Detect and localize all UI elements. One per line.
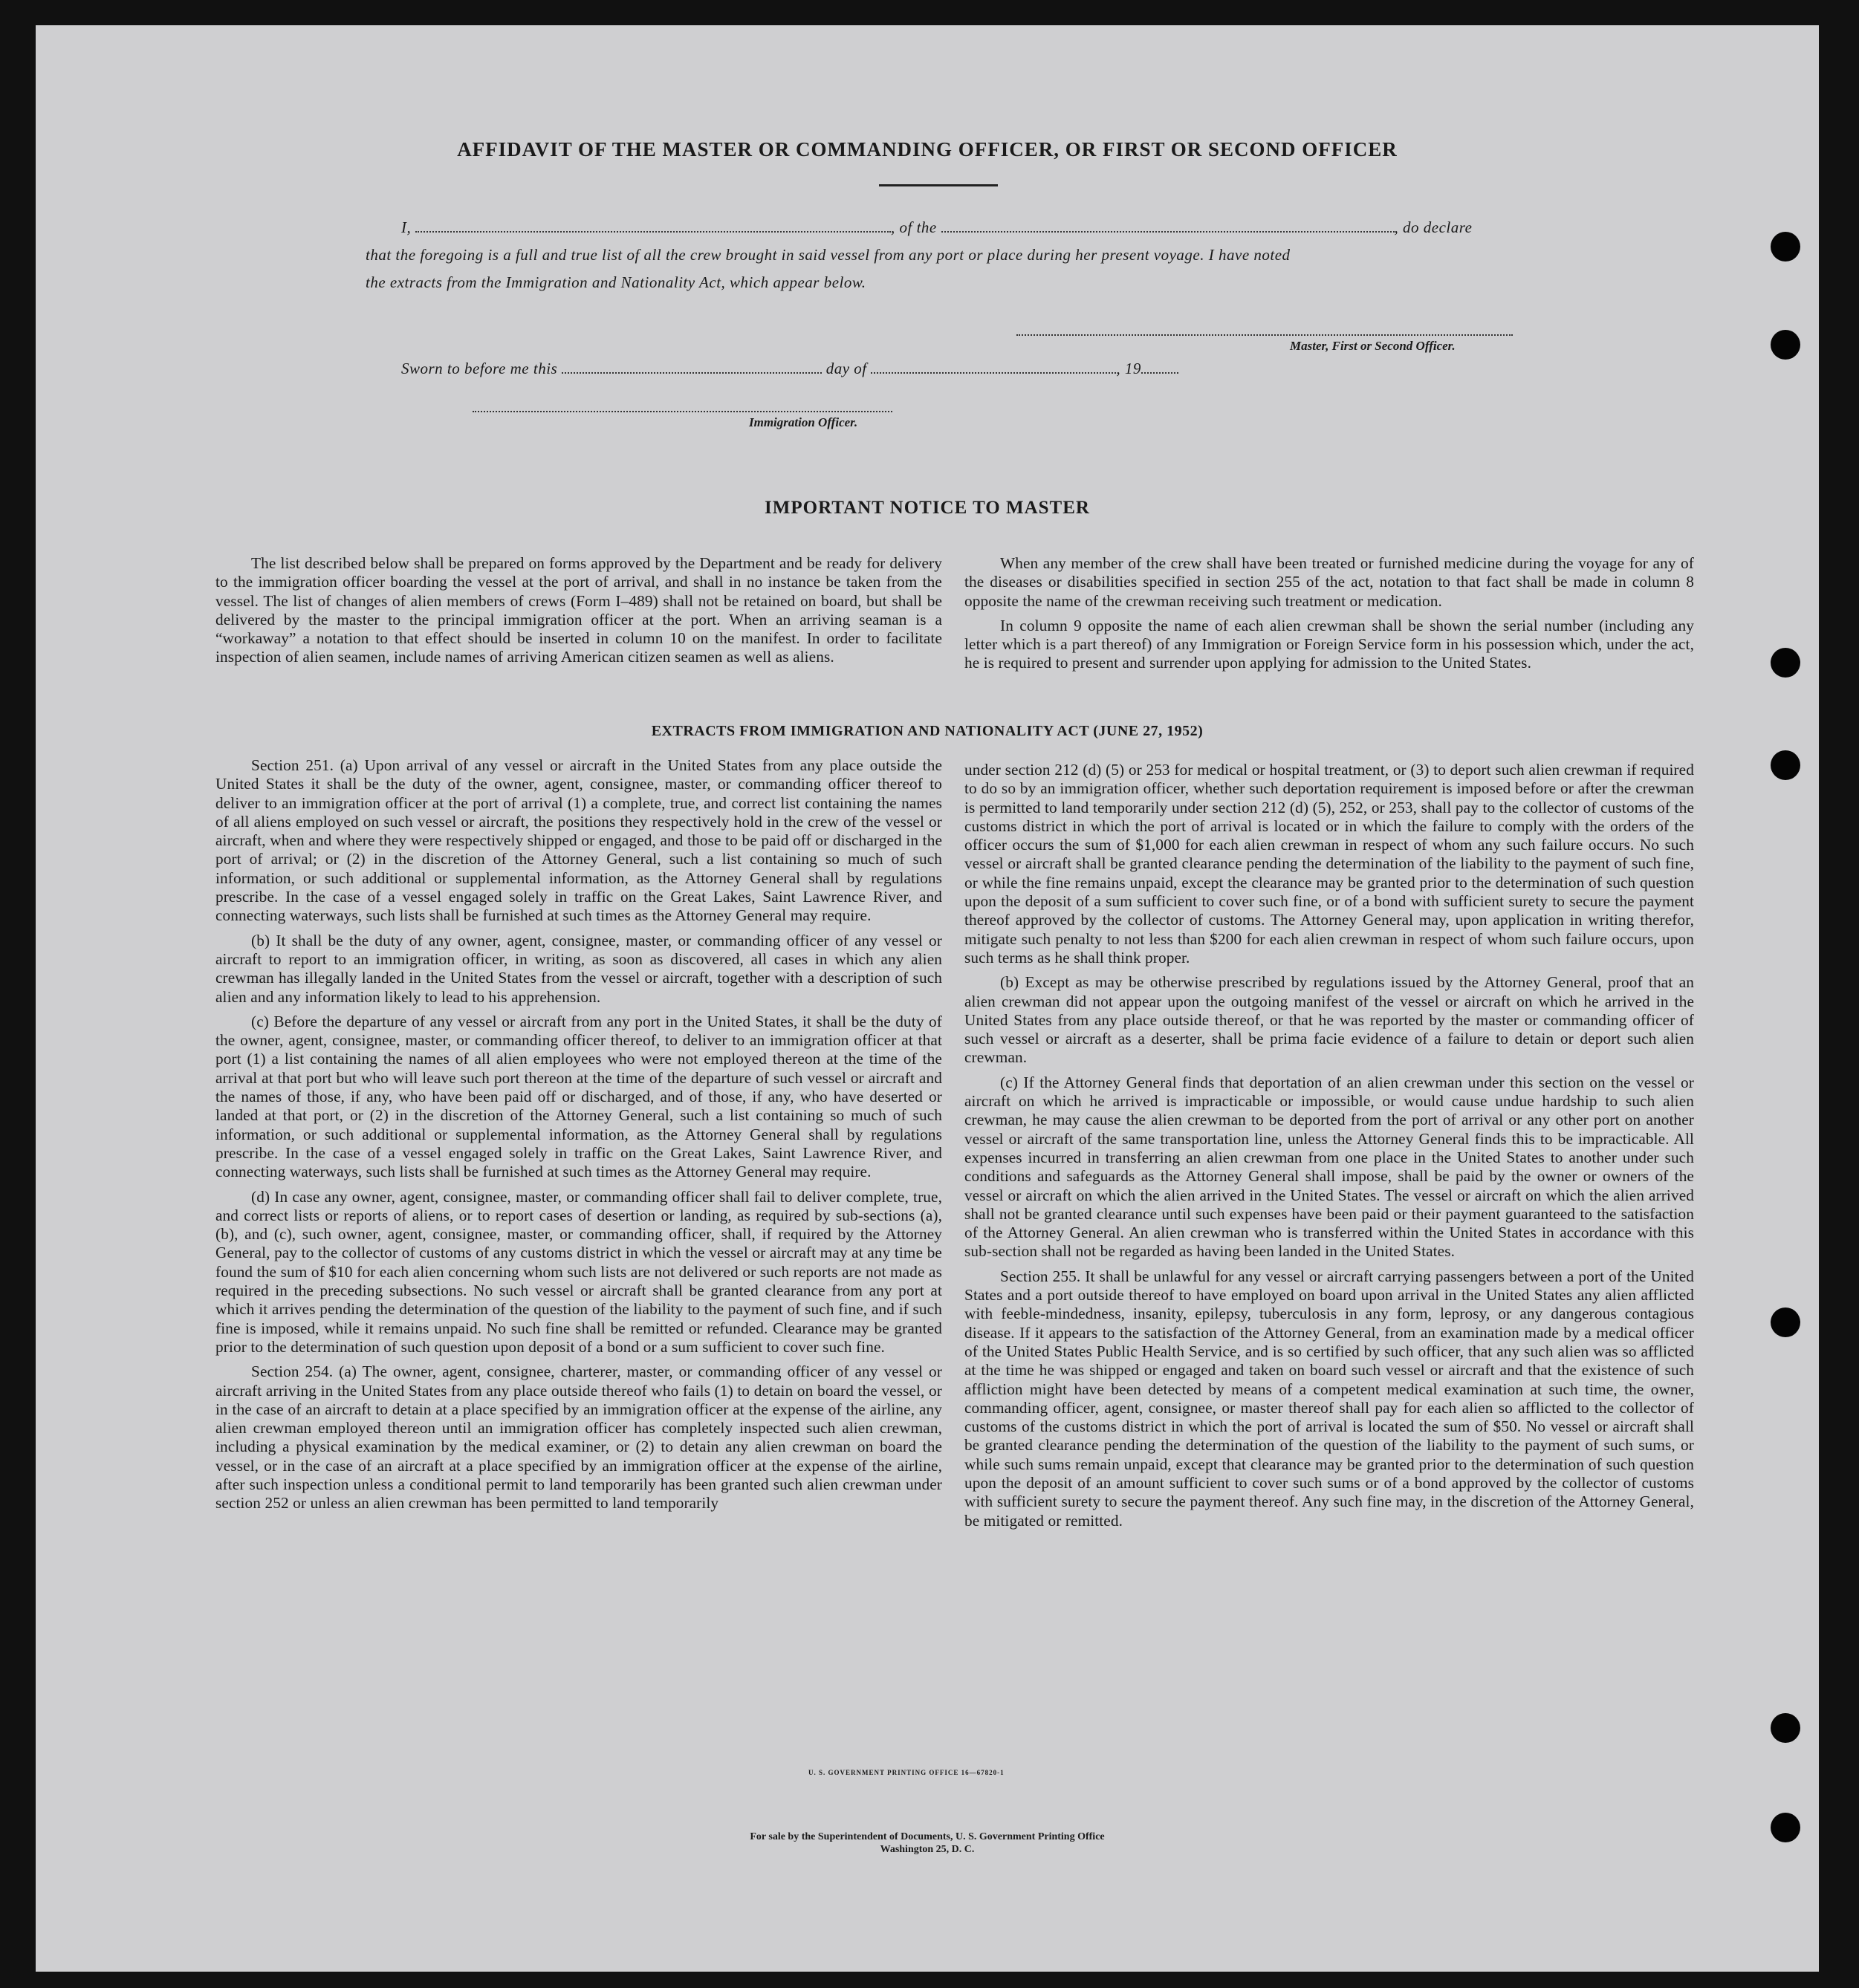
notice-right-column <box>964 554 1694 679</box>
sworn-line <box>401 360 1178 378</box>
punch-hole <box>1771 648 1800 678</box>
sworn-label: Sworn to before me this <box>401 360 558 377</box>
notice-right-text-1: When any member of the crew shall have been treated or furnished medicine during the voyage for any of the diseases or disabilities specified in section 255 of the act, notation to that fact shall be made in column 8 opposite the name of the crewman receiving such treatment or medication. <box>964 554 1694 610</box>
punch-hole <box>1771 232 1800 262</box>
section-254-c: (c) If the Attorney General finds that deportation of an alien crewman under this section on the vessel or aircraft on which he arrived is impracticable or impossible, or would cause undue hardship to such alien crewman, he may cause the alien crewman to be deported from the port of arrival or any other port on another vessel or aircraft of the same transportation line, unless the Attorney General finds this to be impracticable. All expenses incurred in transferring an alien crewman from one place in the United States to another under such conditions and safeguards as the Attorney General shall impose, shall be paid by the owner or owners of the vessel or aircraft on which the alien arrived in the United States. The vessel or aircraft on which the alien arrived shall not be granted clearance until such expenses have been paid or their payment guaranteed to the satisfaction of the Attorney General. An alien crewman who is transferred within the United States in accordance with this sub-section shall not be regarded as having been landed in the United States. <box>964 1073 1694 1261</box>
declaration-line-3: the extracts from the Immigration and Nationality Act, which appear below. <box>366 273 866 291</box>
notice-left-column <box>215 554 942 673</box>
i-label: I, <box>401 218 412 236</box>
section-255: Section 255. It shall be unlawful for any vessel or aircraft carrying passengers between a port of the United States and a port outside thereof to have employed on board upon arrival in the United States any alien afflicted with feeble-mindedness, insanity, epilepsy, tuberculosis in any form, leprosy, or any dangerous contagious disease. If it appears to the satisfaction of the Attorney General, from an examination made by a medical officer of the United States Public Health Service, and is so certified by such officer, that any such alien was so afflicted at the time he was shipped or engaged and taken on board such vessel or aircraft and that the existence of such affliction might have been detected by means of a competent medical examination at such time, the owner, commanding officer, agent, consignee, or master thereof shall pay for each alien so afflicted to the collector of customs of the customs district in which the port of arrival is located the sum of $50. No vessel or aircraft shall be granted clearance pending the determination of the question of the liability to the payment of such sums, or while such sums remain unpaid, except that clearance may be granted prior to the determination of such question upon the deposit of an amount sufficient to cover such sums or of a bond approved by the collector of customs with sufficient surety to secure the payment thereof. Any such fine may, in the discretion of the Attorney General, be mitigated or remitted. <box>964 1267 1694 1530</box>
title-rule <box>879 184 998 186</box>
month-blank[interactable] <box>871 363 1116 374</box>
section-254-a-continued: under section 212 (d) (5) or 253 for medical or hospital treatment, or (3) to deport such alien crewman if required to do so by an immigration officer, whether such deportation requirement is imposed before or after the crewman is permitted to land temporarily under section 212 (d) (5), 252, or 253, shall pay to the collector of customs of the customs district in which the port of arrival is located or in which the failure to comply with the orders of the officer occurs the sum of $1,000 for each alien crewman in respect of whom any such failure occurs. No such vessel or aircraft shall be granted clearance pending the determination of the liability to the payment of such fine, or while the fine remains unpaid, except the clearance may be granted prior to the determination of such question upon the deposit of a sum sufficient to cover such fine, or of a bond with sufficient surety to secure the payment thereof approved by the collector of customs. The Attorney General may, upon application in writing therefor, mitigate such penalty to not less than $200 for each alien crewman in respect of whom such failure occurs, upon such terms as he shall think proper. <box>964 761 1694 967</box>
declaration-line-2: that the foregoing is a full and true list of all the crew brought in said vessel from any port or place during her present voyage. I have noted <box>366 246 1291 264</box>
form-page <box>36 25 1819 1972</box>
name-blank[interactable] <box>415 222 891 233</box>
punch-hole <box>1771 330 1800 360</box>
sale-line-1: For sale by the Superintendent of Documents, U. S. Government Printing Office <box>750 1831 1105 1842</box>
year-blank[interactable] <box>1141 363 1178 374</box>
section-254-b: (b) Except as may be otherwise prescribed by regulations issued by the Attorney General, proof that an alien crewman did not appear upon the outgoing manifest of the vessel or aircraft on which he arrived in the United States from any place outside thereof, or that he was reported by the master or commanding officer of such vessel or aircraft as a deserter, shall be prima facie evidence of a failure to detain or deport such alien crewman. <box>964 973 1694 1067</box>
extracts-right-column <box>964 761 1694 1536</box>
sale-line-2: Washington 25, D. C. <box>880 1844 975 1855</box>
notice-title: IMPORTANT NOTICE TO MASTER <box>765 498 1090 518</box>
declare-label: , do declare <box>1394 218 1473 236</box>
day-of-label: day of <box>825 360 867 377</box>
extracts-left-column <box>215 756 942 1519</box>
of-the-label: , of the <box>891 218 937 236</box>
year-label: , 19 <box>1116 360 1141 377</box>
section-251-d: (d) In case any owner, agent, consignee, master, or commanding officer shall fail to deliver complete, true, and correct lists or reports of aliens, or to report cases of desertion or landing, as required by sub-sections (a), (b), and (c), such owner, agent, consignee, master, or commanding officer, shall, if required by the Attorney General, pay to the collector of customs of any customs district in which the vessel or aircraft may at any time be found the sum of $10 for each alien concerning whom such lists are not delivered or such reports are not made as required in the preceding subsections. No such vessel or aircraft shall be granted clearance from any port at which it arrives pending the determination of the question of the liability to the payment of such fine, and if such fine is imposed, while it remains unpaid. No such fine shall be remitted or refunded. Clearance may be granted prior to the determination of such question upon deposit of a bond or a sum sufficient to cover such fine. <box>215 1187 942 1356</box>
immigration-officer-label: Immigration Officer. <box>749 415 858 429</box>
notice-right-text-2: In column 9 opposite the name of each alien crewman shall be shown the serial number (including any letter which is a part thereof) of any Immigration or Foreign Service form in his possession which, under the act, he is required to present and surrender upon applying for admission to the United States. <box>964 616 1694 672</box>
punch-hole <box>1771 1713 1800 1743</box>
day-blank[interactable] <box>562 363 822 374</box>
punch-hole <box>1771 1308 1800 1337</box>
section-254-a: Section 254. (a) The owner, agent, consignee, charterer, master, or commanding officer of any vessel or aircraft arriving in the United States from any place outside thereof who fails (1) to detain on board the vessel, or in the case of an aircraft to detain at a place specified by an immigration officer at the expense of the airline, any alien crewman employed thereon until an immigration officer has completely inspected such alien crewman, including a physical examination by the medical examiner, or (2) to detain any alien crewman on board the vessel, or in the case of an aircraft at a place specified by an immigration officer at the expense of the airline, after such inspection unless a conditional permit to land temporarily has been granted such alien crewman under section 252 or unless an alien crewman has been permitted to land temporarily <box>215 1362 942 1513</box>
punch-hole <box>1771 750 1800 780</box>
master-signature-line[interactable] <box>1016 334 1513 336</box>
print-code: U. S. GOVERNMENT PRINTING OFFICE 16—67820-1 <box>808 1769 1005 1776</box>
section-251-b: (b) It shall be the duty of any owner, agent, consignee, master, or commanding officer of any vessel or aircraft to report to an immigration officer, in writing, as soon as discovered, all cases in which any alien crewman has illegally landed in the United States from the vessel or aircraft, together with a description of such alien and any information likely to lead to his apprehension. <box>215 931 942 1006</box>
master-signature-label: Master, First or Second Officer. <box>1290 339 1456 353</box>
extracts-title: EXTRACTS FROM IMMIGRATION AND NATIONALITY ACT (JUNE 27, 1952) <box>651 723 1204 739</box>
vessel-blank[interactable] <box>941 222 1395 233</box>
affidavit-title: AFFIDAVIT OF THE MASTER OR COMMANDING OFFICER, OR FIRST OR SECOND OFFICER <box>457 138 1398 160</box>
declaration-line-1 <box>401 218 1472 237</box>
notice-left-text: The list described below shall be prepared on forms approved by the Department and be ready for delivery to the immigration officer boarding the vessel at the port of arrival, and shall in no instance be taken from the vessel. The list of changes of alien members of crews (Form I–489) shall not be retained on board, but shall be delivered by the master to the principal immigration officer at the port. When an arriving seaman is a “workaway” a notation to that effect should be inserted in column 10 on the manifest. In order to facilitate inspection of alien seamen, include names of arriving American citizen seamen as well as aliens. <box>215 554 942 666</box>
section-251-a: Section 251. (a) Upon arrival of any vessel or aircraft in the United States from any place outside the United States it shall be the duty of the owner, agent, consignee, master, or commanding officer thereof to deliver to an immigration officer at the port of arrival (1) a complete, true, and correct list containing the names of all aliens employed on such vessel or aircraft, the positions they respectively hold in the crew of the vessel or aircraft, when and where they were respectively shipped or engaged, and those to be paid off or discharged in the port of arrival; or (2) in the discretion of the Attorney General, such a list containing so much of such information, or such additional or supplemental information, as the Attorney General shall by regulations prescribe. In the case of a vessel engaged solely in traffic on the Great Lakes, Saint Lawrence River, and connecting waterways, such lists shall be furnished at such times as the Attorney General may require. <box>215 756 942 925</box>
section-251-c: (c) Before the departure of any vessel or aircraft from any port in the United States, it shall be the duty of the owner, agent, consignee, master, or commanding officer thereof, to deliver to an immigration officer at that port (1) a list containing the names of all alien employees who were not employed thereon at the time of the arrival at that port but who will leave such port thereon at the time of the departure of such vessel or aircraft and the names of those, if any, who have been paid off or discharged, and of those, if any, who have deserted or landed at that port, or (2) in the discretion of the Attorney General, such a list containing so much of such information, or such additional or supplemental information, as the Attorney General shall by regulations prescribe. In the case of a vessel engaged solely in traffic on the Great Lakes, Saint Lawrence River, and connecting waterways, such lists shall be furnished at such times as the Attorney General may require. <box>215 1012 942 1181</box>
immigration-officer-signature-line[interactable] <box>473 411 892 412</box>
